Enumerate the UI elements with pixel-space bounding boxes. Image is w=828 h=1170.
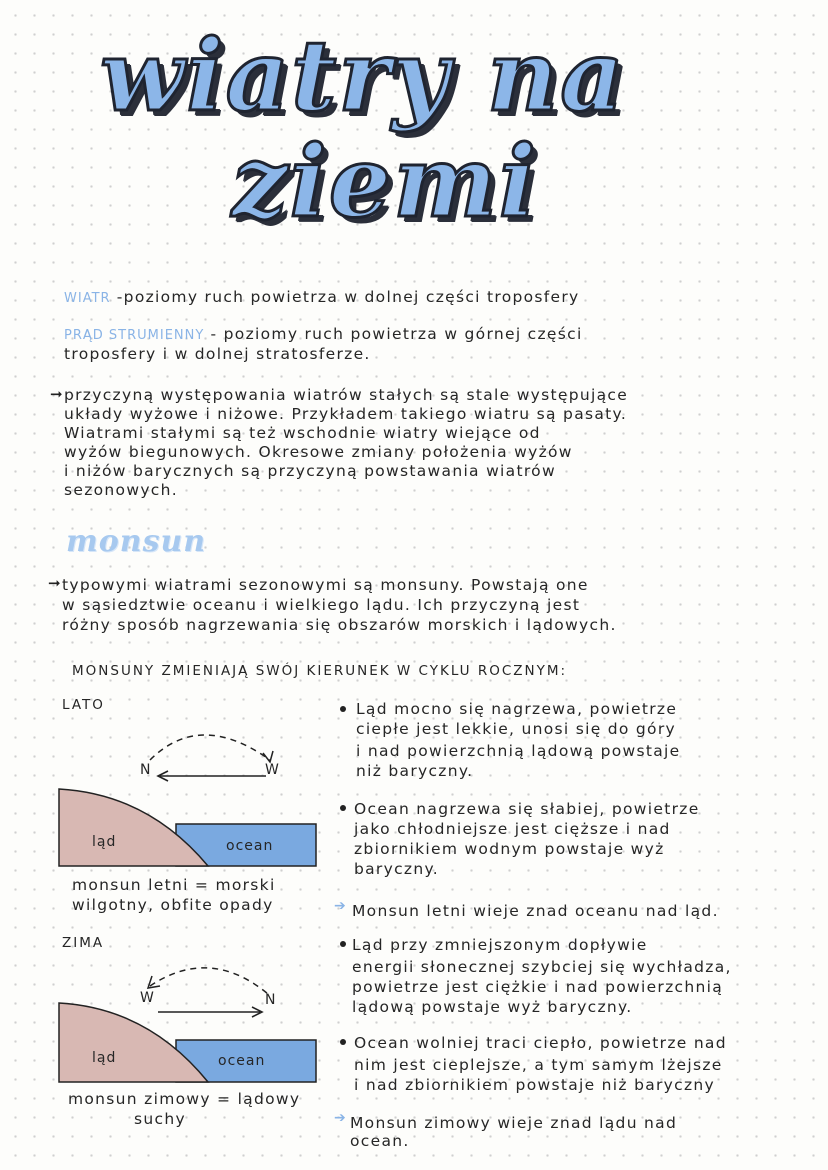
summer-bullet1-line: i nad powierzchnią lądową powstaje — [356, 742, 681, 760]
winter-bullet2-line: Ocean wolniej traci ciepło, powietrze nad — [354, 1034, 727, 1052]
winter-bullet2-line: nim jest cieplejsze, a tym samym lżejsze — [354, 1056, 723, 1074]
definition-continuation: troposfery i w dolnej stratosferze. — [64, 345, 371, 363]
summer-compass-right: W — [265, 762, 280, 778]
winter-arc-arrowhead — [148, 976, 160, 988]
definition-prad — [64, 325, 583, 345]
winter-land-label: ląd — [92, 1050, 117, 1066]
section-heading-monsun: monsun — [66, 524, 207, 559]
paragraph-line: układy wyżowe i niżowe. Przykładem takiego wiatru są pasaty. — [64, 405, 628, 423]
winter-compass-right: N — [265, 992, 277, 1008]
bullet-dot-icon — [340, 805, 346, 811]
definition-wiatr — [64, 288, 580, 308]
winter-bullet1-line: powietrze jest ciężkie i nad powierzchnią — [352, 978, 724, 996]
bullet-dot-icon — [340, 1039, 346, 1045]
summer-compass-left: N — [140, 762, 152, 778]
summer-caption-line1: monsun letni = morski — [72, 876, 276, 894]
paragraph-line: Wiatrami stałymi są też wschodnie wiatry wiejące od — [64, 424, 541, 442]
page-title-line2: ziemi — [232, 125, 539, 240]
definition-text: - poziomy ruch powietrza w górnej części — [210, 325, 583, 343]
definition-term: WIATR — [64, 291, 111, 306]
definition-term: PRĄD STRUMIENNY — [64, 328, 205, 343]
winter-label: ZIMA — [62, 935, 105, 951]
winter-result-line1: Monsun zimowy wieje znad lądu nad — [350, 1114, 678, 1132]
paragraph-line: przyczyną występowania wiatrów stałych są stale występujące — [64, 386, 629, 404]
paragraph-line: wyżów biegunowych. Okresowe zmiany położenia wyżów — [64, 443, 573, 461]
paragraph-line: typowymi wiatrami sezonowymi są monsuny. Powstają one — [62, 576, 589, 594]
winter-compass-left: W — [140, 990, 155, 1006]
summer-land-ocean-diagram — [58, 788, 320, 870]
summer-result: Monsun letni wieje znad oceanu nad ląd. — [352, 902, 719, 920]
summer-bullet2-line: baryczny. — [354, 860, 439, 878]
paragraph-line: różny sposób nagrzewania się obszarów morskich i lądowych. — [62, 616, 617, 634]
paragraph-line: w sąsiedztwie oceanu i wielkiego lądu. Ich przyczyną jest — [62, 596, 581, 614]
summer-bullet1-line: ciepłe jest lekkie, unosi się do góry — [356, 720, 676, 738]
summer-label: LATO — [62, 697, 105, 713]
summer-caption-line2: wilgotny, obfite opady — [72, 896, 274, 914]
summer-ocean-label: ocean — [226, 838, 274, 854]
summer-bullet1-line: niż baryczny. — [356, 762, 474, 780]
arrow-right-icon: ➞ — [50, 385, 63, 403]
summer-land-label: ląd — [92, 834, 117, 850]
summer-bullet2-line: jako chłodniejsze jest cięższe i nad — [354, 820, 671, 838]
bullet-dot-icon — [340, 941, 346, 947]
summer-dashed-arc — [150, 735, 270, 760]
winter-bullet1-line: energii słonecznej szybciej się wychładza, — [352, 958, 732, 976]
annual-cycle-heading: MONSUNY ZMIENIAJĄ SWÓJ KIERUNEK W CYKLU ROCZNYM: — [72, 663, 568, 679]
winter-land-ocean-diagram — [58, 1002, 320, 1086]
winter-caption-line1: monsun zimowy = lądowy — [68, 1090, 301, 1108]
winter-bullet1-line: lądową powstaje wyż baryczny. — [352, 998, 633, 1016]
blue-arrow-icon: ➔ — [334, 898, 346, 914]
winter-dashed-arc — [150, 968, 268, 994]
winter-caption-line2: suchy — [134, 1110, 186, 1128]
arrow-right-icon: ➞ — [48, 574, 61, 592]
winter-bullet2-line: i nad zbiornikiem powstaje niż baryczny — [354, 1076, 716, 1094]
summer-bullet2-line: Ocean nagrzewa się słabiej, powietrze — [354, 800, 700, 818]
blue-arrow-icon: ➔ — [334, 1110, 346, 1126]
winter-result-line2: ocean. — [350, 1132, 410, 1150]
summer-bullet1-line: Ląd mocno się nagrzewa, powietrze — [356, 700, 678, 718]
winter-bullet1-line: Ląd przy zmniejszonym dopływie — [352, 936, 648, 954]
page-title-line1: wiatry na — [100, 19, 626, 134]
definition-text: -poziomy ruch powietrza w dolnej części troposfery — [116, 288, 580, 306]
paragraph-line: sezonowych. — [64, 481, 178, 499]
bullet-dot-icon — [340, 706, 346, 712]
winter-ocean-label: ocean — [218, 1053, 266, 1069]
paragraph-line: i niżów barycznych są przyczyną powstawania wiatrów — [64, 462, 556, 480]
summer-bullet2-line: zbiornikiem wodnym powstaje wyż — [354, 840, 665, 858]
